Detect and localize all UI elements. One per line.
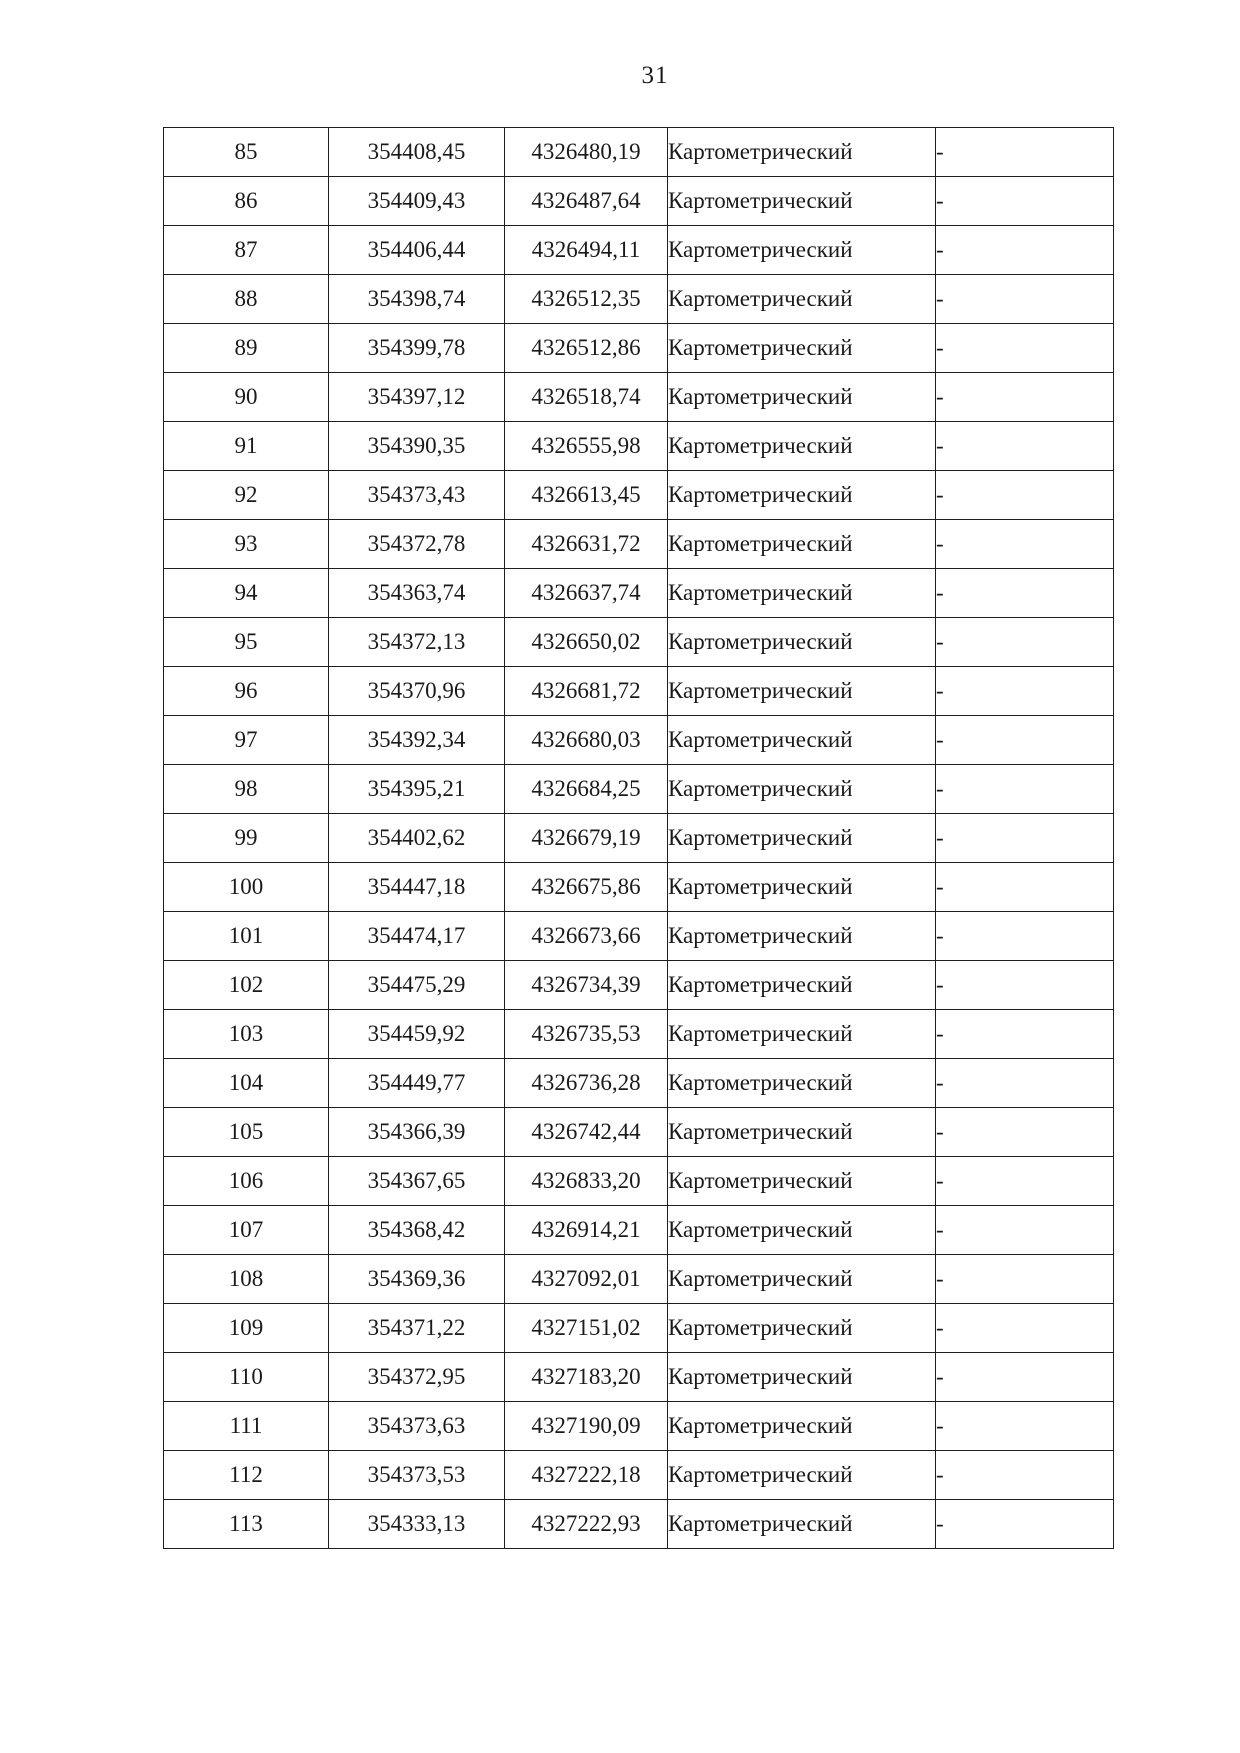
point-number-cell: 112 [164,1451,329,1500]
y-coordinate-cell: 4327190,09 [505,1402,668,1451]
x-coordinate-cell: 354363,74 [329,569,505,618]
y-coordinate-cell: 4326494,11 [505,226,668,275]
x-coordinate-cell: 354372,95 [329,1353,505,1402]
point-number-cell: 109 [164,1304,329,1353]
point-number-cell: 93 [164,520,329,569]
method-cell: Картометрический [668,471,936,520]
point-number-cell: 90 [164,373,329,422]
table-row [164,471,1114,520]
note-cell: - [936,177,1114,226]
table-row [164,1108,1114,1157]
x-coordinate-cell: 354372,78 [329,520,505,569]
point-number-cell: 107 [164,1206,329,1255]
method-cell: Картометрический [668,520,936,569]
table-row [164,226,1114,275]
method-cell: Картометрический [668,128,936,177]
method-cell: Картометрический [668,1255,936,1304]
y-coordinate-cell: 4326487,64 [505,177,668,226]
point-number-cell: 113 [164,1500,329,1549]
note-cell: - [936,226,1114,275]
point-number-cell: 102 [164,961,329,1010]
point-number-cell: 99 [164,814,329,863]
note-cell: - [936,1402,1114,1451]
table-row [164,863,1114,912]
point-number-cell: 91 [164,422,329,471]
point-number-cell: 87 [164,226,329,275]
y-coordinate-cell: 4326684,25 [505,765,668,814]
method-cell: Картометрический [668,961,936,1010]
note-cell: - [936,863,1114,912]
note-cell: - [936,1304,1114,1353]
x-coordinate-cell: 354395,21 [329,765,505,814]
method-cell: Картометрический [668,177,936,226]
method-cell: Картометрический [668,1402,936,1451]
method-cell: Картометрический [668,373,936,422]
method-cell: Картометрический [668,912,936,961]
y-coordinate-cell: 4326734,39 [505,961,668,1010]
x-coordinate-cell: 354372,13 [329,618,505,667]
point-number-cell: 111 [164,1402,329,1451]
point-number-cell: 103 [164,1010,329,1059]
x-coordinate-cell: 354369,36 [329,1255,505,1304]
note-cell: - [936,1157,1114,1206]
point-number-cell: 94 [164,569,329,618]
y-coordinate-cell: 4326518,74 [505,373,668,422]
y-coordinate-cell: 4326512,86 [505,324,668,373]
x-coordinate-cell: 354370,96 [329,667,505,716]
x-coordinate-cell: 354390,35 [329,422,505,471]
x-coordinate-cell: 354397,12 [329,373,505,422]
table-row [164,1206,1114,1255]
x-coordinate-cell: 354333,13 [329,1500,505,1549]
point-number-cell: 101 [164,912,329,961]
table-row [164,667,1114,716]
table-row [164,912,1114,961]
point-number-cell: 89 [164,324,329,373]
y-coordinate-cell: 4327222,18 [505,1451,668,1500]
method-cell: Картометрический [668,765,936,814]
note-cell: - [936,1108,1114,1157]
note-cell: - [936,618,1114,667]
y-coordinate-cell: 4327222,93 [505,1500,668,1549]
y-coordinate-cell: 4326512,35 [505,275,668,324]
x-coordinate-cell: 354408,45 [329,128,505,177]
point-number-cell: 100 [164,863,329,912]
x-coordinate-cell: 354449,77 [329,1059,505,1108]
y-coordinate-cell: 4326675,86 [505,863,668,912]
x-coordinate-cell: 354392,34 [329,716,505,765]
y-coordinate-cell: 4327151,02 [505,1304,668,1353]
x-coordinate-cell: 354373,53 [329,1451,505,1500]
table-row [164,1255,1114,1304]
note-cell: - [936,1010,1114,1059]
note-cell: - [936,912,1114,961]
x-coordinate-cell: 354475,29 [329,961,505,1010]
method-cell: Картометрический [668,1206,936,1255]
x-coordinate-cell: 354373,43 [329,471,505,520]
point-number-cell: 96 [164,667,329,716]
coordinates-table-body [164,128,1114,1549]
y-coordinate-cell: 4326650,02 [505,618,668,667]
note-cell: - [936,373,1114,422]
y-coordinate-cell: 4326555,98 [505,422,668,471]
y-coordinate-cell: 4327183,20 [505,1353,668,1402]
table-row [164,373,1114,422]
x-coordinate-cell: 354474,17 [329,912,505,961]
point-number-cell: 95 [164,618,329,667]
page-number: 31 [641,62,669,89]
y-coordinate-cell: 4326631,72 [505,520,668,569]
method-cell: Картометрический [668,569,936,618]
point-number-cell: 104 [164,1059,329,1108]
note-cell: - [936,1353,1114,1402]
y-coordinate-cell: 4326914,21 [505,1206,668,1255]
method-cell: Картометрический [668,422,936,471]
method-cell: Картометрический [668,1500,936,1549]
note-cell: - [936,1451,1114,1500]
coordinates-table [163,127,1114,1549]
y-coordinate-cell: 4326742,44 [505,1108,668,1157]
x-coordinate-cell: 354447,18 [329,863,505,912]
method-cell: Картометрический [668,667,936,716]
x-coordinate-cell: 354409,43 [329,177,505,226]
table-row [164,1059,1114,1108]
table-row [164,961,1114,1010]
note-cell: - [936,1255,1114,1304]
method-cell: Картометрический [668,1059,936,1108]
note-cell: - [936,324,1114,373]
y-coordinate-cell: 4326673,66 [505,912,668,961]
method-cell: Картометрический [668,1010,936,1059]
x-coordinate-cell: 354402,62 [329,814,505,863]
note-cell: - [936,520,1114,569]
point-number-cell: 110 [164,1353,329,1402]
method-cell: Картометрический [668,1304,936,1353]
note-cell: - [936,961,1114,1010]
table-row [164,1304,1114,1353]
method-cell: Картометрический [668,324,936,373]
note-cell: - [936,716,1114,765]
note-cell: - [936,765,1114,814]
x-coordinate-cell: 354398,74 [329,275,505,324]
note-cell: - [936,128,1114,177]
y-coordinate-cell: 4326680,03 [505,716,668,765]
point-number-cell: 92 [164,471,329,520]
table-row [164,275,1114,324]
note-cell: - [936,569,1114,618]
table-row [164,177,1114,226]
method-cell: Картометрический [668,618,936,667]
y-coordinate-cell: 4326736,28 [505,1059,668,1108]
x-coordinate-cell: 354368,42 [329,1206,505,1255]
point-number-cell: 105 [164,1108,329,1157]
table-row [164,1402,1114,1451]
table-row [164,1451,1114,1500]
x-coordinate-cell: 354459,92 [329,1010,505,1059]
x-coordinate-cell: 354366,39 [329,1108,505,1157]
method-cell: Картометрический [668,1353,936,1402]
note-cell: - [936,275,1114,324]
table-row [164,422,1114,471]
method-cell: Картометрический [668,1157,936,1206]
y-coordinate-cell: 4326637,74 [505,569,668,618]
table-row [164,1500,1114,1549]
method-cell: Картометрический [668,814,936,863]
y-coordinate-cell: 4326679,19 [505,814,668,863]
y-coordinate-cell: 4326833,20 [505,1157,668,1206]
point-number-cell: 85 [164,128,329,177]
table-row [164,618,1114,667]
table-row [164,814,1114,863]
method-cell: Картометрический [668,275,936,324]
table-row [164,520,1114,569]
method-cell: Картометрический [668,863,936,912]
note-cell: - [936,1500,1114,1549]
point-number-cell: 88 [164,275,329,324]
point-number-cell: 108 [164,1255,329,1304]
x-coordinate-cell: 354373,63 [329,1402,505,1451]
y-coordinate-cell: 4326480,19 [505,128,668,177]
x-coordinate-cell: 354367,65 [329,1157,505,1206]
table-row [164,1010,1114,1059]
point-number-cell: 86 [164,177,329,226]
method-cell: Картометрический [668,226,936,275]
table-row [164,1157,1114,1206]
point-number-cell: 106 [164,1157,329,1206]
point-number-cell: 98 [164,765,329,814]
x-coordinate-cell: 354371,22 [329,1304,505,1353]
point-number-cell: 97 [164,716,329,765]
note-cell: - [936,814,1114,863]
method-cell: Картометрический [668,1451,936,1500]
table-row [164,324,1114,373]
table-row [164,765,1114,814]
y-coordinate-cell: 4326613,45 [505,471,668,520]
x-coordinate-cell: 354406,44 [329,226,505,275]
note-cell: - [936,471,1114,520]
table-row [164,716,1114,765]
method-cell: Картометрический [668,716,936,765]
y-coordinate-cell: 4326735,53 [505,1010,668,1059]
note-cell: - [936,1206,1114,1255]
table-row [164,1353,1114,1402]
table-row [164,128,1114,177]
method-cell: Картометрический [668,1108,936,1157]
y-coordinate-cell: 4327092,01 [505,1255,668,1304]
note-cell: - [936,1059,1114,1108]
table-row [164,569,1114,618]
note-cell: - [936,422,1114,471]
note-cell: - [936,667,1114,716]
x-coordinate-cell: 354399,78 [329,324,505,373]
y-coordinate-cell: 4326681,72 [505,667,668,716]
